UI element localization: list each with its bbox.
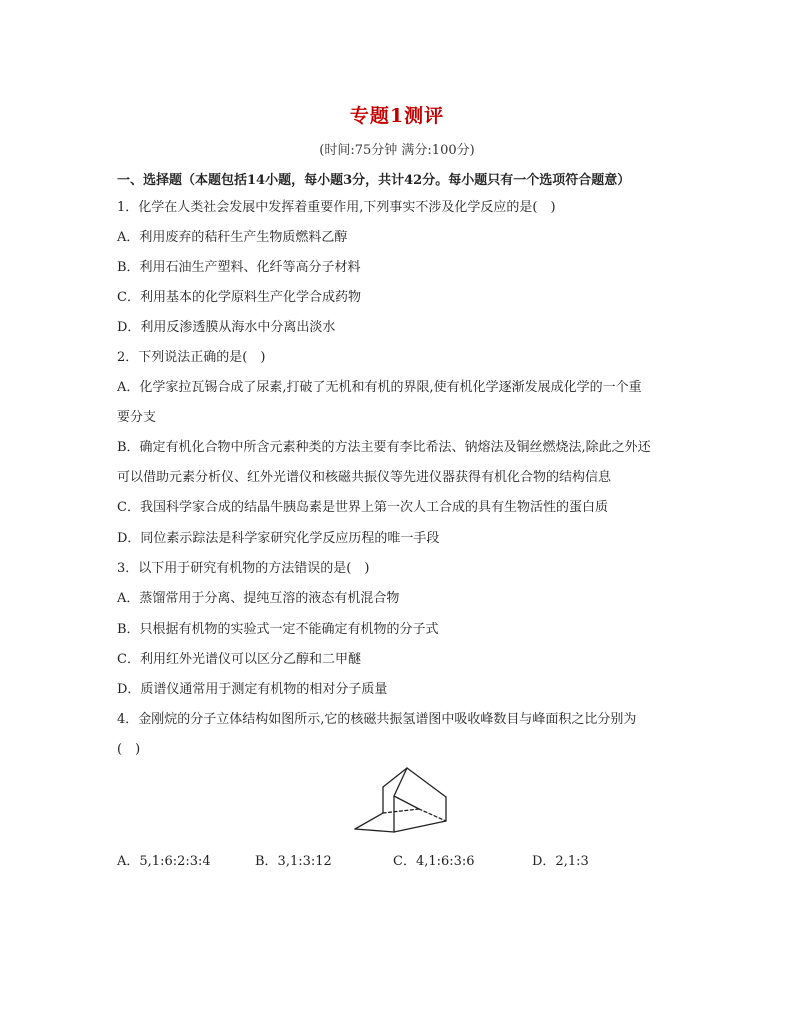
question-2-option-b: B．确定有机化合物中所含元素种类的方法主要有李比希法、钠熔法及铜丝燃烧法,除此之外还 bbox=[117, 440, 651, 455]
question-1-option-d: D．利用反渗透膜从海水中分离出淡水 bbox=[117, 320, 336, 335]
question-4-choice-d: D．2,1:3 bbox=[532, 854, 589, 869]
question-3-option-a: A．蒸馏常用于分离、提纯互溶的液态有机混合物 bbox=[117, 591, 400, 606]
question-3-option-c: C．利用红外光谱仪可以区分乙醇和二甲醚 bbox=[117, 652, 361, 667]
question-2-option-a-cont: 要分支 bbox=[117, 410, 157, 425]
question-3-option-b: B．只根据有机物的实验式一定不能确定有机物的分子式 bbox=[117, 622, 439, 637]
question-1-option-a: A．利用废弃的秸秆生产生物质燃料乙醇 bbox=[117, 230, 348, 245]
bond bbox=[394, 821, 446, 832]
question-1-option-c: C．利用基本的化学原料生产化学合成药物 bbox=[117, 290, 361, 305]
question-2-stem: 2．下列说法正确的是( ) bbox=[117, 350, 266, 365]
bond bbox=[394, 768, 407, 796]
exam-info: (时间:75分钟 满分:100分) bbox=[319, 143, 475, 158]
bond bbox=[394, 796, 419, 809]
question-4-choice-a: A．5,1:6:2:3:4 bbox=[117, 854, 211, 869]
question-1-option-b: B．利用石油生产塑料、化纤等高分子材料 bbox=[117, 260, 361, 275]
bond bbox=[355, 829, 394, 832]
adamantane-structure-figure bbox=[352, 766, 448, 834]
question-4-stem-cont: ( ) bbox=[117, 742, 141, 757]
page-title: 专题1测评 bbox=[349, 105, 445, 127]
bond bbox=[407, 768, 446, 797]
question-4-choice-c: C．4,1:6:3:6 bbox=[393, 854, 475, 869]
question-3-option-d: D．质谱仪通常用于测定有机物的相对分子质量 bbox=[117, 682, 388, 697]
question-2-option-d: D．同位素示踪法是科学家研究化学反应历程的唯一手段 bbox=[117, 531, 440, 546]
question-2-option-b-cont: 可以借助元素分析仪、红外光谱仪和核磁共振仪等先进仪器获得有机化合物的结构信息 bbox=[117, 470, 612, 485]
question-1-stem: 1．化学在人类社会发展中发挥着重要作用,下列事实不涉及化学反应的是( ) bbox=[117, 200, 556, 215]
question-4-stem: 4．金刚烷的分子立体结构如图所示,它的核磁共振氢谱图中吸收峰数目与峰面积之比分别为 bbox=[117, 712, 637, 727]
section-heading: 一、选择题（本题包括14小题，每小题3分，共计42分。每小题只有一个选项符合题意） bbox=[117, 173, 631, 188]
question-4-choice-b: B．3,1:3:12 bbox=[255, 854, 332, 869]
question-2-option-c: C．我国科学家合成的结晶牛胰岛素是世界上第一次人工合成的具有生物活性的蛋白质 bbox=[117, 500, 608, 515]
bond bbox=[383, 768, 407, 787]
question-3-stem: 3．以下用于研究有机物的方法错误的是( ) bbox=[117, 561, 370, 576]
hidden-bond bbox=[419, 809, 446, 821]
question-2-option-a: A．化学家拉瓦锡合成了尿素,打破了无机和有机的界限,使有机化学逐渐发展成化学的一个重 bbox=[117, 380, 642, 395]
hidden-bond bbox=[383, 809, 419, 813]
bond bbox=[355, 813, 383, 829]
